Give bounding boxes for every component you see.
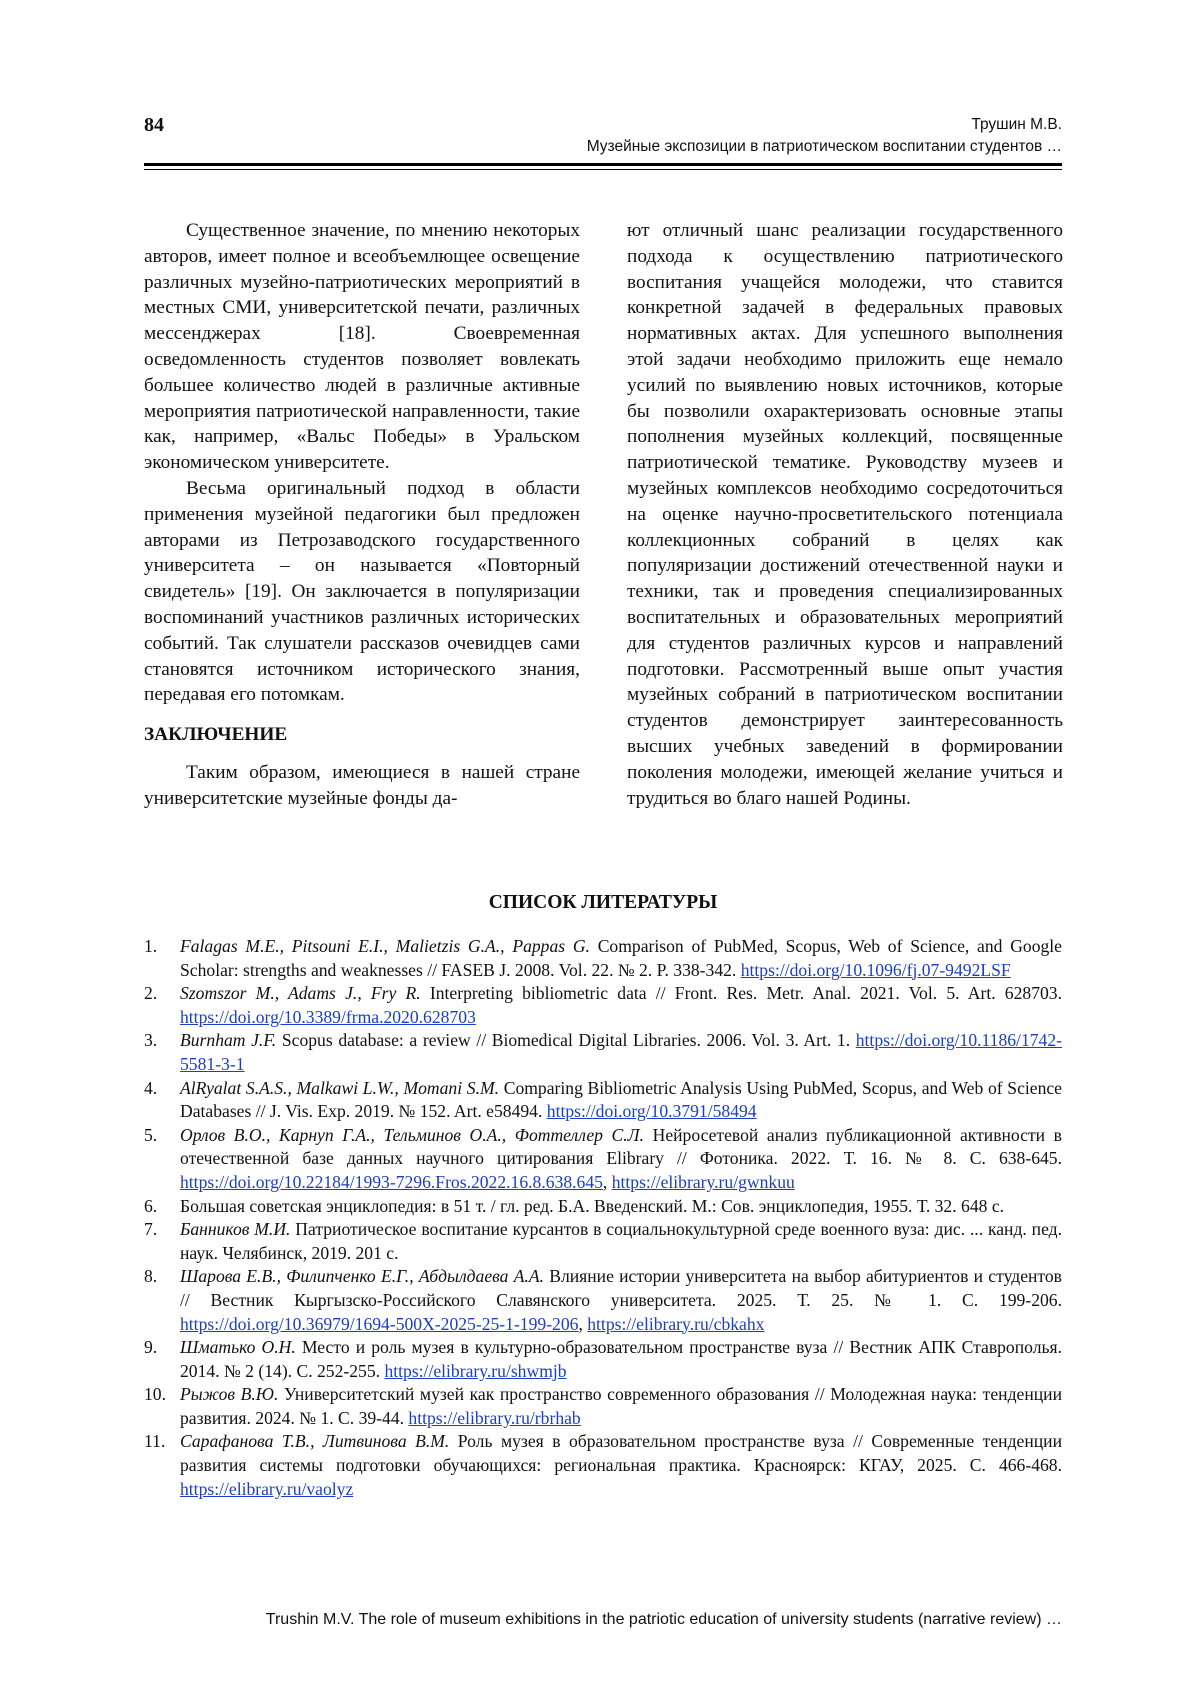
reference-number: 10. bbox=[144, 1384, 166, 1405]
reference-separator: , bbox=[602, 1171, 612, 1192]
header-rule-thin bbox=[144, 169, 1062, 170]
reference-number: 6. bbox=[144, 1195, 158, 1216]
page-number: 84 bbox=[144, 114, 164, 136]
reference-item bbox=[144, 1029, 1062, 1076]
reference-link[interactable]: https://doi.org/10.3791/58494 bbox=[546, 1101, 757, 1122]
reference-text: Патриотическое воспитание курсантов в социальнокультурной среде военного вуза: дис. ... канд. пед. наук. Челябинск, 2019. 201 с. bbox=[180, 1219, 1062, 1263]
reference-item bbox=[144, 1077, 1062, 1124]
reference-body bbox=[180, 1029, 1062, 1076]
reference-number: 2. bbox=[144, 983, 158, 1004]
reference-text: Comparing Bibliometric Analysis Using PubMed, Scopus, and Web of Science Databases // J. Vis. Exp. 2019. № 152. Art. e58494. bbox=[180, 1077, 1062, 1122]
reference-authors: Falagas M.E., Pitsouni E.I., Malietzis G.A., Pappas G. bbox=[180, 936, 590, 956]
reference-authors: Банников М.И. bbox=[180, 1219, 291, 1240]
references-title: СПИСОК ЛИТЕРАТУРЫ bbox=[488, 892, 718, 913]
left-paragraph-1: Существенное значение, по мнению некоторых авторов, имеет полное и всеобъемлющее освещение различных музейно-патриотических мероприятий в местных СМИ, университетской печати, различных мессенджерах [18]. Своевременная осведомленность студентов позволяет вовлекать большее количество людей в различные активные мероприятия патриотической направленности, такие как, например, «Вальс Победы» в Уральском экономическом университете. bbox=[144, 220, 580, 474]
header-author: Трушин М.В. bbox=[971, 116, 1062, 133]
reference-list bbox=[144, 935, 1062, 1501]
reference-item bbox=[144, 935, 1062, 982]
reference-body bbox=[180, 1218, 1062, 1265]
reference-number: 5. bbox=[144, 1124, 158, 1145]
reference-item bbox=[144, 1218, 1062, 1265]
reference-authors: Szomszor M., Adams J., Fry R. bbox=[180, 983, 421, 1004]
reference-separator: , bbox=[578, 1313, 588, 1334]
reference-item bbox=[144, 1383, 1062, 1430]
reference-link[interactable]: https://doi.org/10.1096/fj.07-9492LSF bbox=[740, 959, 1011, 980]
reference-body bbox=[180, 1124, 1062, 1195]
reference-number: 11. bbox=[144, 1431, 166, 1452]
left-paragraph-3: Таким образом, имеющиеся в нашей стране университетские музейные фонды да- bbox=[144, 761, 580, 809]
header-title: Музейные экспозиции в патриотическом воспитании студентов … bbox=[586, 138, 1062, 155]
reference-link[interactable]: https://doi.org/10.3389/frma.2020.628703 bbox=[180, 1006, 476, 1027]
reference-authors: Сарафанова Т.В., Литвинова В.М. bbox=[180, 1431, 450, 1452]
reference-authors: Burnham J.F. bbox=[180, 1030, 277, 1051]
reference-number: 1. bbox=[144, 936, 158, 956]
reference-item bbox=[144, 1195, 1062, 1219]
reference-link[interactable]: https://doi.org/10.36979/1694-500X-2025-25-1-199-206 bbox=[180, 1313, 579, 1334]
reference-authors: Шарова Е.В., Филипченко Е.Г., Абдылдаева А.А. bbox=[180, 1266, 544, 1287]
reference-link[interactable]: https://elibrary.ru/rbrhab bbox=[408, 1407, 581, 1428]
reference-link[interactable]: https://doi.org/10.22184/1993-7296.Fros.2022.16.8.638.645 bbox=[180, 1171, 603, 1192]
reference-authors: AlRyalat S.A.S., Malkawi L.W., Momani S.M. bbox=[180, 1077, 500, 1098]
reference-link-2[interactable]: https://elibrary.ru/cbkahx bbox=[587, 1313, 765, 1334]
reference-link-2[interactable]: https://elibrary.ru/gwnkuu bbox=[611, 1171, 795, 1192]
reference-text: Большая советская энциклопедия: в 51 т. / гл. ред. Б.А. Введенский. М.: Сов. энциклопедия, 1955. Т. 32. 648 с. bbox=[180, 1195, 1005, 1216]
reference-body bbox=[180, 1430, 1062, 1501]
reference-link[interactable]: https://elibrary.ru/shwmjb bbox=[384, 1360, 567, 1381]
reference-text: Роль музея в образовательном пространстве вуза // Современные тенденции развития системы подготовки обучающихся: региональная практика. Красноярск: КГАУ, 2025. С. 466-468. bbox=[180, 1431, 1062, 1476]
reference-text: Университетский музей как пространство современного образования // Молодежная наука: тенденции развития. 2024. № 1. С. 39-44. bbox=[180, 1384, 1062, 1428]
header-rule-thick bbox=[144, 163, 1062, 166]
reference-item bbox=[144, 1430, 1062, 1501]
reference-text: Interpreting bibliometric data // Front. Res. Metr. Anal. 2021. Vol. 5. Art. 628703. bbox=[420, 983, 1062, 1004]
reference-number: 8. bbox=[144, 1266, 158, 1287]
reference-body bbox=[180, 1383, 1062, 1430]
page-header bbox=[144, 108, 1062, 176]
reference-body bbox=[180, 935, 1062, 982]
reference-authors: Шматько О.Н. bbox=[180, 1337, 296, 1358]
right-column bbox=[627, 218, 1063, 811]
left-column bbox=[144, 218, 580, 812]
reference-number: 7. bbox=[144, 1219, 158, 1240]
conclusion-heading: ЗАКЛЮЧЕНИЕ bbox=[144, 724, 288, 746]
reference-item bbox=[144, 1265, 1062, 1336]
page-footer: Trushin M.V. The role of museum exhibitions in the patriotic education of university students (narrative review) … bbox=[265, 1611, 1062, 1628]
reference-text: Scopus database: a review // Biomedical Digital Libraries. 2006. Vol. 3. Art. 1. bbox=[276, 1030, 856, 1051]
reference-body bbox=[180, 982, 1062, 1029]
reference-item bbox=[144, 1336, 1062, 1383]
reference-text: Comparison of PubMed, Scopus, Web of Science, and Google Scholar: strengths and weaknesses // FASEB J. 2008. Vol. 22. № 2. P. 338-342. bbox=[180, 936, 1062, 980]
right-paragraph-1: ют отличный шанс реализации государственного подхода к осуществлению патриотического воспитания учащейся молодежи, что ставится конкретной задачей в федеральных правовых нормативных актах. Для успешного выполнения этой задачи необходимо приложить еще немало усилий по выявлению новых источников, которые бы позволили охарактеризовать основные этапы пополнения музейных коллекций, посвященные патриотической тематике. Руководству музеев и музейных комплексов необходимо сосредоточиться на оценке научно-просветительского потенциала коллекционных собраний в целях как популяризации достижений отечественной науки и техники, так и проведения специализированных воспитательных и образовательных мероприятий для студентов различных курсов и направлений подготовки. Рассмотренный выше опыт участия музейных собраний в патриотическом воспитании студентов демонстрирует заинтересованность высших учебных заведений в формировании поколения молодежи, имеющей желание учиться и трудиться во благо нашей Родины. bbox=[627, 220, 1063, 809]
reference-body bbox=[180, 1077, 1062, 1124]
reference-body bbox=[180, 1265, 1062, 1336]
reference-text: Нейросетевой анализ публикационной активности в отечественной базе данных научного цитирования Elibrary // Фотоника. 2022. Т. 16. № 8. С. 638-645. bbox=[180, 1124, 1062, 1169]
reference-number: 9. bbox=[144, 1337, 158, 1358]
left-paragraph-2: Весьма оригинальный подход в области применения музейной педагогики был предложен авторами из Петрозаводского государственного университета – он называется «Повторный свидетель» [19]. Он заключается в популяризации воспоминаний участников различных исторических событий. Так слушатели рассказов очевидцев сами становятся источником исторического знания, передавая его потомкам. bbox=[144, 477, 580, 706]
reference-item bbox=[144, 982, 1062, 1029]
reference-link[interactable]: https://elibrary.ru/vaolyz bbox=[180, 1478, 354, 1499]
reference-authors: Рыжов В.Ю. bbox=[180, 1384, 279, 1405]
reference-body bbox=[180, 1336, 1062, 1383]
reference-body bbox=[180, 1195, 1062, 1219]
reference-number: 4. bbox=[144, 1077, 158, 1098]
reference-item bbox=[144, 1124, 1062, 1195]
reference-text: Влияние истории университета на выбор абитуриентов и студентов // Вестник Кыргызско-Российского Славянского университета. 2025. Т. 25. № 1. С. 199-206. bbox=[180, 1266, 1062, 1310]
reference-link[interactable]: https://doi.org/10.1186/1742-5581-3-1 bbox=[180, 1030, 1062, 1074]
reference-text: Место и роль музея в культурно-образовательном пространстве вуза // Вестник АПК Ставрополья. 2014. № 2 (14). С. 252-255. bbox=[180, 1337, 1062, 1381]
reference-authors: Орлов В.О., Карнуп Г.А., Тельминов О.А., Фоттеллер С.Л. bbox=[180, 1124, 644, 1145]
reference-number: 3. bbox=[144, 1030, 158, 1051]
